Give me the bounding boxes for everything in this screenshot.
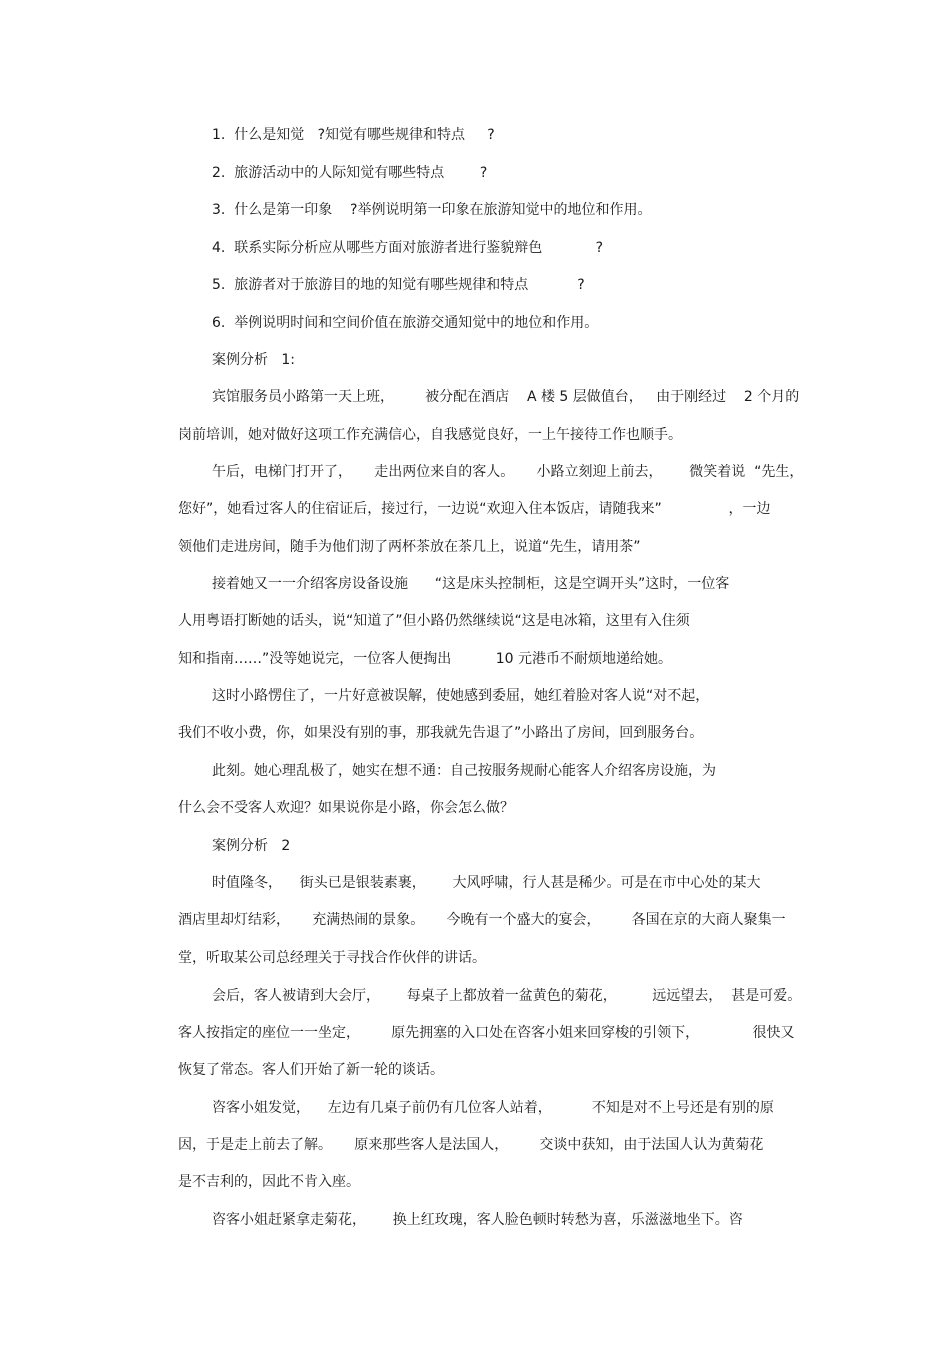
case-2-heading: 案例分析 2 (212, 838, 291, 854)
case-2-line: 酒店里却灯结彩， 充满热闹的景象。 今晚有一个盛大的宴会， 各国在京的大商人聚集一 (178, 912, 786, 928)
case-1-line: 领他们走进房间，随手为他们沏了两杯茶放在茶几上，说道“先生，请用茶” (178, 539, 641, 555)
question-2: 2. 旅游活动中的人际知觉有哪些特点 ? (212, 165, 488, 181)
case-2-line: 咨客小姐赶紧拿走菊花， 换上红玫瑰，客人脸色顿时转愁为喜，乐滋滋地坐下。咨 (212, 1212, 743, 1228)
question-1: 1. 什么是知觉 ?知觉有哪些规律和特点 ? (212, 127, 495, 143)
case-1-line: 什么会不受客人欢迎？如果说你是小路，你会怎么做？ (178, 800, 514, 816)
case-1-line: 岗前培训，她对做好这项工作充满信心，自我感觉良好，一上午接待工作也顺手。 (178, 427, 682, 443)
case-1-line: 您好”，她看过客人的住宿证后，接过行，一边说“欢迎入住本饭店，请随我来” ，一边 (178, 501, 771, 517)
case-1-line: 接着她又一一介绍客房设备设施 “这是床头控制柜，这是空调开头”这时，一位客 (212, 576, 730, 592)
case-2-line: 是不吉利的，因此不肯入座。 (178, 1174, 360, 1190)
case-1-line: 人用粤语打断她的话头，说“知道了”但小路仍然继续说“这是电冰箱，这里有入住须 (178, 613, 690, 629)
case-2-line: 恢复了常态。客人们开始了新一轮的谈话。 (178, 1062, 444, 1078)
case-2-line: 因，于是走上前去了解。 原来那些客人是法国人， 交谈中获知，由于法国人认为黄菊花 (178, 1137, 764, 1153)
case-2-line: 堂，听取某公司总经理关于寻找合作伙伴的讲话。 (178, 950, 486, 966)
case-1-line: 知和指南……”没等她说完，一位客人便掏出 10 元港币不耐烦地递给她。 (178, 651, 673, 667)
case-2-line: 客人按指定的座位一一坐定， 原先拥塞的入口处在咨客小姐来回穿梭的引领下， 很快又 (178, 1025, 795, 1041)
case-2-line: 会后，客人被请到大会厅， 每桌子上都放着一盆黄色的菊花， 远远望去， 甚是可爱。 (212, 988, 802, 1004)
question-3: 3. 什么是第一印象 ?举例说明第一印象在旅游知觉中的地位和作用。 (212, 202, 652, 218)
case-1-line: 宾馆服务员小路第一天上班， 被分配在酒店 A 楼 5 层做值台， 由于刚经过 2 个月的 (212, 389, 800, 405)
case-1-line: 此刻。她心理乱极了，她实在想不通：自己按服务规耐心能客人介绍客房设施，为 (212, 763, 716, 779)
case-1-heading: 案例分析 1: (212, 352, 295, 368)
case-1-line: 我们不收小费，你，如果没有别的事，那我就先告退了”小路出了房间，回到服务台。 (178, 725, 704, 741)
question-6: 6. 举例说明时间和空间价值在旅游交通知觉中的地位和作用。 (212, 315, 599, 331)
case-1-line: 午后，电梯门打开了， 走出两位来自的客人。 小路立刻迎上前去， 微笑着说 “先生， (212, 464, 804, 480)
question-5: 5. 旅游者对于旅游目的地的知觉有哪些规律和特点 ? (212, 277, 585, 293)
case-2-line: 时值隆冬， 街头已是银装素裹， 大风呼啸，行人甚是稀少。可是在市中心处的某大 (212, 875, 761, 891)
case-2-line: 咨客小姐发觉， 左边有几桌子前仍有几位客人站着， 不知是对不上号还是有别的原 (212, 1100, 774, 1116)
case-1-line: 这时小路愣住了，一片好意被误解，使她感到委屈，她红着脸对客人说“对不起， (212, 688, 710, 704)
question-4: 4. 联系实际分析应从哪些方面对旅游者进行鉴貌辩色 ? (212, 240, 604, 256)
